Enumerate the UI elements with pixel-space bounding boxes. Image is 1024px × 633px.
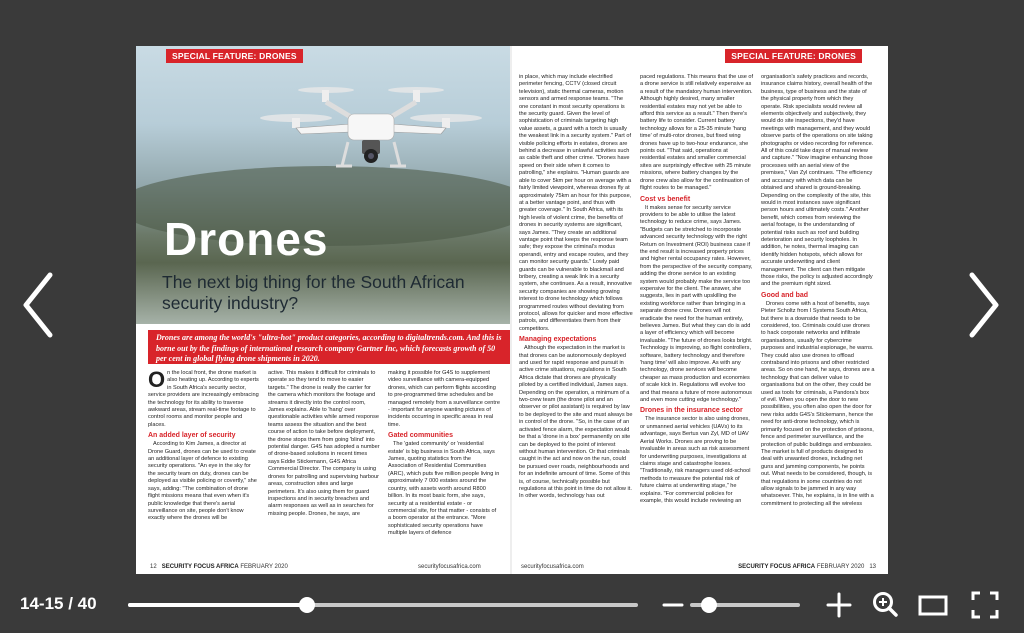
- left-page-footer: [150, 564, 288, 570]
- article-title: Drones: [164, 213, 329, 265]
- body-text: The insurance sector is also using drones, or unmanned aerial vehicles (UAVs) to its advantage, says Bertus van Zyl, MD of UAV Aerial Works. Drones are proving to be invaluable in areas such as risk assessment for underwriting purposes, investigations at claims stage and catastrophe losses. "Traditionally, risk managers used old-school methods to measure the potential risk of future claims at underwriting stage," he explains. "For commercial policies for example, this would include reviewing an: [640, 416, 751, 504]
- issue-date: FEBRUARY 2020: [816, 564, 865, 570]
- section-heading: Good and bad: [761, 291, 809, 299]
- plus-icon: [822, 588, 856, 622]
- section-heading: Managing expectations: [519, 336, 597, 344]
- body-text: making it possible for G4S to supplement video surveillance with camera-equipped drones, which can perform flights according to pre-programmed time schedules and be managed remotely from a surveillance centre - important for anyone wanting pictures of incidents occurring in specific areas in real time.: [388, 370, 500, 428]
- section-heading: Drones in the insurance sector: [640, 407, 743, 415]
- issue-date: FEBRUARY 2020: [240, 564, 288, 570]
- fullscreen-icon: [968, 588, 1002, 622]
- article-lead: Drones are among the world's "ultra-hot" product categories, according to digitaltrends.com. And this is borne out by the findings of international research company Gartner Inc, which forecasts growth of 50 per cent in global flying drone shipments in 2020.: [148, 330, 510, 364]
- chevron-right-icon: [964, 265, 1004, 345]
- feature-tag-right: SPECIAL FEATURE: DRONES: [725, 49, 862, 63]
- chevron-left-icon: [18, 265, 58, 345]
- feature-tag-left: SPECIAL FEATURE: DRONES: [166, 49, 303, 63]
- section-heading: Cost vs benefit: [640, 195, 691, 203]
- page-number: 13: [869, 564, 876, 570]
- body-text: paced regulations. This means that the use of a drone service is still relatively expensive as a result of the mandatory human intervention. Although highly desired, many smaller residential estates may not yet be able to afford this service as a result." Then there's battery life to consider. Current battery technology allows for a 25-35 minute 'hang time' of multi-rotor drones, but fixed wing drones have up to two-hour endurance, she points out. "That said, operations at residential estates and smaller commercial sites are surprisingly effective with 25 minute missions, where battery changes by the drone crew also allow for the continuation of flight routes to be managed.": [640, 74, 754, 192]
- next-page-button[interactable]: [964, 265, 1004, 345]
- right-page-footer: [738, 564, 876, 570]
- zoom-out-button[interactable]: [656, 588, 690, 622]
- right-column-1: [519, 74, 633, 560]
- left-column-3: [388, 370, 500, 560]
- dropcap: O: [148, 370, 166, 392]
- magazine-name: SECURITY FOCUS AFRICA: [161, 564, 239, 570]
- body-text: organisation's safety practices and records, insurance claims history, overall health of the business, type of business and the state of the physical property from which they operate. Risk specialists would review all elements objectively and subjectively, they would do site inspections, they'd have meetings with management, and they would observe parts of the operations on site taking photographs or video recording for reference. All of this could take days of manual review and capture." "Now imagine enhancing those processes with an aerial view of the premises," Van Zyl continues. "The efficiency and accuracy with which data can be obtained and shared is ground-breaking. Depending on the complexity of the site, this would in most instances save significant person hours and ultimately costs." Another benefit, which comes from reviewing the aerial footage, is the understanding of potential risks such as roof and building deterioration and security loopholes. In addition, he notes, thermal imaging can identify hidden hotspots, which allows for accurate underwriting and client management. The client can then mitigate those risks, the policy is adjusted accordingly and the premium right sized.: [761, 74, 874, 288]
- body-text: active. This makes it difficult for criminals to operate so they tend to move to easier targets." The drone is really the carrier for the camera which monitors the footage and streams it directly into the control room, James explains. Able to 'hang' over questionable activities while armed response teams assess the situation and the best course of action to take before deployment, the drone stops them from going 'blind' into potential danger. G4S has adopted a number of drone-based solutions in recent times says Eddie Stickemann, G4S Africa Commercial Director. The company is using drones for patrolling and supervising harbour areas, construction sites and large perimeters. It's also using them for guard inspections and in security breaches and alarm responses as well as in searches for missing people. Drones, he says, are: [268, 370, 380, 517]
- body-text: According to Kim James, a director at Drone Guard, drones can be used to create an additional layer of defence to existing security operations. "An eye in the sky for the security team on duty, drones can be deployed as visible policing or covertly," she says, adding: "The combination of drone flight missions means that even when it's public knowledge that there's aerial surveillance on site, people don't know exactly where the drones will be: [148, 441, 257, 522]
- left-column-2: [268, 370, 380, 560]
- page-progress-slider[interactable]: [128, 603, 638, 607]
- magazine-name: SECURITY FOCUS AFRICA: [738, 564, 816, 570]
- zoom-slider[interactable]: [690, 603, 800, 607]
- section-heading: An added layer of security: [148, 432, 236, 440]
- zoom-in-button[interactable]: [822, 588, 856, 622]
- fullscreen-button[interactable]: [968, 588, 1002, 622]
- single-page-button[interactable]: [916, 588, 950, 622]
- section-heading: Gated communities: [388, 432, 453, 440]
- search-zoom-icon: [868, 588, 902, 622]
- viewer-toolbar: [0, 580, 1024, 633]
- drone-illustration: [256, 76, 486, 186]
- left-page-url: securityfocusafrica.com: [418, 564, 481, 570]
- progress-fill: [128, 603, 307, 607]
- body-text: Drones come with a host of benefits, says Pieter Scholtz from I Systems South Africa, but there is a downside that needs to be considered, too. Criminals could use drones to hack corporate networks and infiltrate organisations, usually for cybercrime purposes and industrial espionage, he warns. They could also use drones to offload contraband into prisons and other restricted areas. So on one hand, he says, drones are a technology that can deliver value to organisations but on the other, they could be used as tools for criminals, a Pandora's box of evil. When you open the door to new possibilities, you often also open the door for new risks adds G4S's Stickemann, hence the need for anti-drone technology, which is primarily focused on the protection of prisons, fence and perimeter surveillance, and the protection of public buildings and embassies. The market is full of products designed to deal with unwanted drones, including net guns and jamming components, he points out. What needs to be considered, though, is that regulations in some countries do not allow signals to be jammed in any way whatsoever. This, he explains, is in line with a commitment to protecting all the wireless: [761, 300, 875, 507]
- left-column-1: [148, 370, 260, 560]
- magazine-spread: [136, 46, 888, 574]
- search-zoom-button[interactable]: [868, 588, 902, 622]
- page-counter: 14-15 / 40: [20, 594, 97, 613]
- zoom-thumb[interactable]: [701, 597, 717, 613]
- body-text: n the local front, the drone market is also heating up. According to experts in South Africa's security sector, service providers are increasingly embracing the technology for its ability to traverse awkward areas, stream real-time footage to control rooms and monitor people and places.: [148, 370, 259, 428]
- page-number: 12: [150, 564, 157, 570]
- hero-image: [136, 46, 511, 324]
- body-text: The 'gated community' or 'residential estate' is big business in South Africa, says James, quoting statistics from the Association of Residential Communities (ARC), which puts five million people living in approximately 7 000 estates around the country, with assets worth around R800 billion. In its most basic form, she says, security at a residential estate - or commercial site, for that matter - consists of a boom operator at the entrance. "More sophisticated security operations have multiple layers of defence: [388, 441, 500, 537]
- minus-icon: [656, 588, 690, 622]
- article-subtitle: The next big thing for the South African security industry?: [162, 272, 465, 313]
- right-column-3: [761, 74, 875, 560]
- left-page: [136, 46, 511, 574]
- right-page: [511, 46, 888, 574]
- progress-thumb[interactable]: [299, 597, 315, 613]
- body-text: Although the expectation in the market is that drones can be autonomously deployed and used for rapid response and pursuit in active crime situations, regulations in South Africa dictate that drones are physically piloted by a certified individual, James says. Depending on the operation, a minimum of a two-crew team (the drone pilot and an observer or pilot assistant) is required by law to be deployed to the site and must always be in control of the drone. "So, in the case of an activated fence alarm, the expectation would be that a 'drone in a box' permanently on site can be deployed to the point of interest without human intervention. Or that criminals caught in the act and now on the run, could be pursued over roads, neighbourhoods and for an indefinite amount of time. Some of this is, of course, technically possible but regulations at this point in time do not allow it. In other words, technology has out: [519, 345, 633, 500]
- right-column-2: [640, 74, 754, 560]
- single-page-icon: [916, 588, 950, 622]
- right-page-url: securityfocusafrica.com: [521, 564, 584, 570]
- body-text: in place, which may include electrified perimeter fencing, CCTV (closed circuit television), static thermal cameras, motion sensors and armed response teams. "The one constant in most security operations is the security guard. Given the level of sophistication of criminals targeting high value assets, a guard with a torch is usually the weakest link in a security system." Part of visible policing efforts in estates, drones are behind a decrease in unlawful activities such as cable theft and other crime. "Drones have speed on their side when it comes to patrolling," she explains. "Human guards are able to cover 5km per hour on average with a fairly limited viewpoint, whereas drones fly at approximately 75km an hour for this purpose, at a better vantage point, and thus with greater coverage." In South Africa, with its high levels of violent crime, the benefits of drones in security systems are significant, says James. "They create an additional vantage point that keeps the response team safe; they expose the criminal's modus operandi, entry and escape routes, and they can monitor security guards." Lowly paid guards can be vulnerable to blackmail and bribery, creating a weak link in a security system, she continues. As a result, innovative security companies are showing growing interest to drone technology which follows programmed routes without deviating from protocol, allows for quicker and more effective patrols, and differentiates them from their competitors.: [519, 74, 633, 332]
- body-text: It makes sense for security service providers to be able to utilise the latest technology to reduce crime, says James. "Budgets can be stretched to incorporate advanced security technology with the right Return on Investment (ROI) business case if the end result is increased property prices and higher rental occupancy rates. However, from the perspective of the security company, adding the drone service to an existing system would probably make the service too expensive for the client. The answer, she suggests, lies in part with upskilling the existing workforce rather than bringing in a separate drone crew. Drones will not eradicate the need for the human entirely, believes James. But what they can do is add a layer of efficiency which will become invaluable. "The future of drones looks bright. Technology is improving, so flight controllers, software, battery technology and therefore 'hang time' will also improve. As with any technology, drone services will become cheaper as mass production and economies of scale kick in. Regulations will evolve too and that means a future of more autonomous and even more cutting edge technology.": [640, 204, 753, 404]
- previous-page-button[interactable]: [18, 265, 58, 345]
